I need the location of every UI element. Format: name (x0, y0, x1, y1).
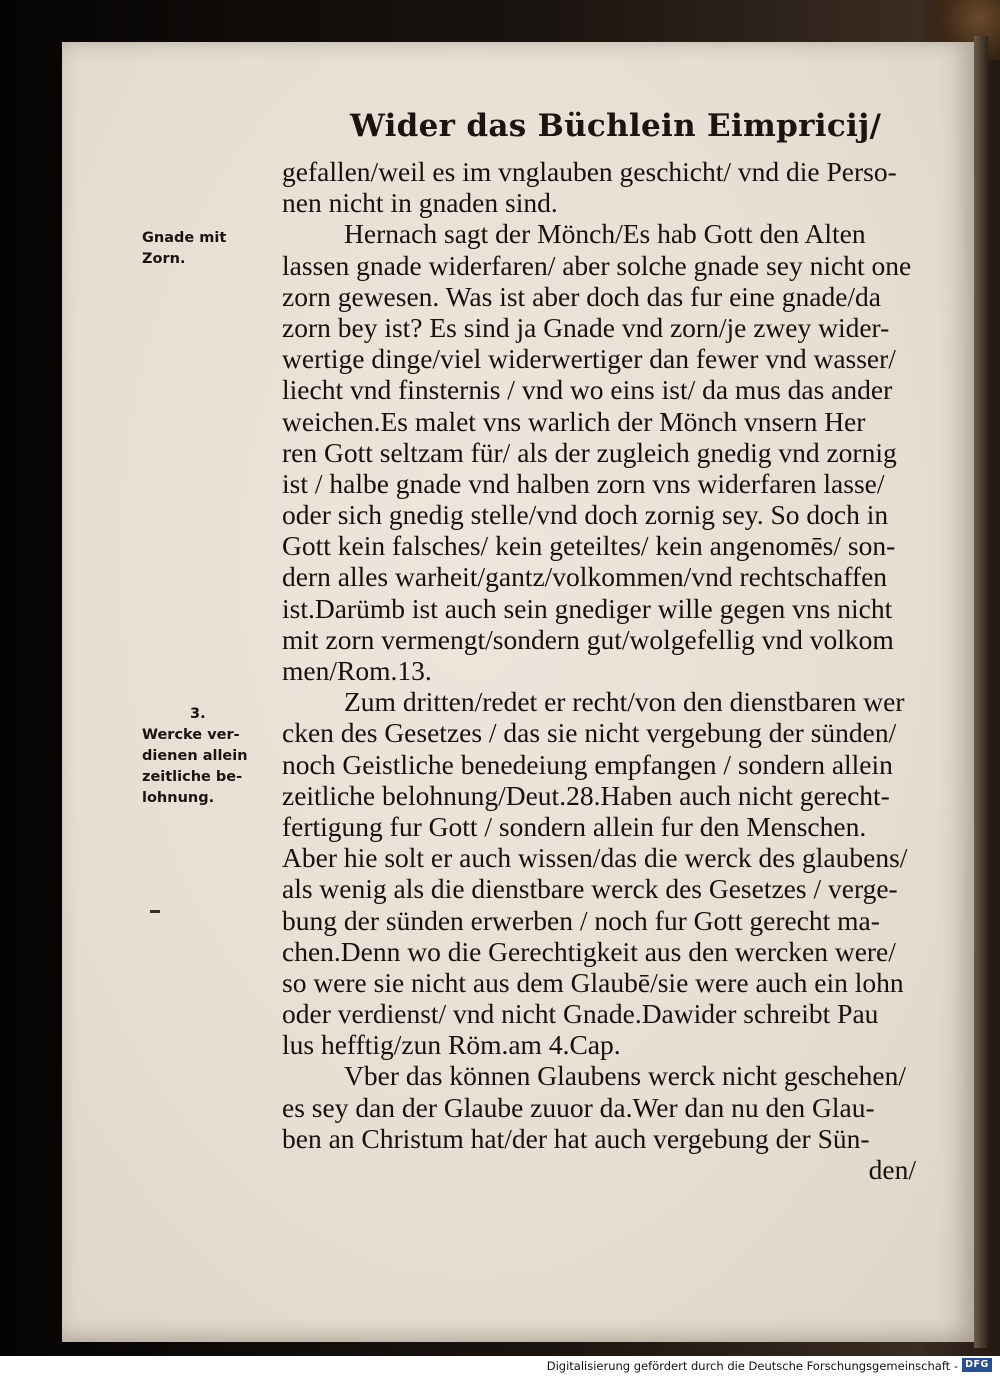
text-line: noch Geistliche benedeiung empfangen / sondern allein (282, 748, 893, 780)
text-line: als wenig als die dienstbare werck des Gesetzes / verge- (282, 873, 898, 905)
margin-note-line: Zorn. (142, 251, 186, 267)
text-line: Zum dritten/redet er recht/von den dienstbaren wer (344, 686, 905, 718)
text-line: dern alles warheit/gantz/volkommen/vnd rechtschaffen (282, 561, 888, 593)
text-line: Vber das können Glaubens werck nicht geschehen/ (344, 1060, 907, 1092)
text-line: zorn gewesen. Was ist aber doch das fur eine gnade/da (282, 280, 881, 312)
margin-note-grace-wrath (142, 228, 226, 270)
text-line: wertige dinge/viel widerwertiger dan fewer vnd wasser/ (282, 343, 896, 375)
text-line: weichen.Es malet vns warlich der Mönch vnsern Her (282, 405, 866, 437)
text-line: ist.Darümb ist auch sein gnediger wille gegen vns nicht (282, 592, 893, 624)
text-line: so were sie nicht aus dem Glaubē/sie were auch ein lohn (282, 966, 904, 998)
text-line: oder verdienst/ vnd nicht Gnade.Dawider schreibt Pau (282, 998, 879, 1030)
margin-dash-mark (150, 910, 160, 913)
text-line: Hernach sagt der Mönch/Es hab Gott den Alten (344, 218, 866, 250)
body-text (282, 156, 930, 1185)
text-line: bung der sünden erwerben / noch fur Gott gerecht ma- (282, 904, 880, 936)
text-line: chen.Denn wo die Gerechtigkeit aus den wercken were/ (282, 935, 896, 967)
margin-note-number: 3. (190, 706, 206, 722)
margin-note-line: dienen allein (142, 748, 248, 764)
text-line: fertigung fur Gott / sondern allein fur den Menschen. (282, 810, 867, 842)
text-line: mit zorn vermengt/sondern gut/wolgefellig vnd volkom (282, 623, 894, 655)
margin-note-line: Gnade mit (142, 230, 227, 246)
text-line: ist / halbe gnade vnd halben zorn vns widerfaren lasse/ (282, 467, 885, 499)
text-line: men/Rom.13. (282, 655, 432, 686)
text-line: nen nicht in gnaden sind. (282, 187, 558, 219)
text-line: lus hefftig/zun Röm.am 4.Cap. (282, 1029, 621, 1061)
running-header: Wider das Büchlein Eimpricij/ (350, 108, 882, 144)
text-line: cken des Gesetzes / das sie nicht vergebung der sünden/ (282, 717, 897, 749)
text-line: ren Gott seltzam für/ als der zugleich gnedig vnd zornig (282, 436, 897, 468)
margin-note-line: Wercke ver- (142, 727, 240, 743)
page-edge (974, 36, 988, 1348)
text-line: es sey dan der Glaube zuuor da.Wer dan nu den Glau- (282, 1091, 875, 1123)
catchword: den/ (868, 1154, 916, 1185)
dfg-logo-icon: DFG (962, 1358, 992, 1372)
text-line: zorn bey ist? Es sind ja Gnade vnd zorn/je zwey wider- (282, 311, 890, 343)
funding-credit: Digitalisierung gefördert durch die Deutsche Forschungsgemeinschaft - (546, 1359, 958, 1373)
text-line: liecht vnd finsternis / vnd wo eins ist/ da mus das ander (282, 374, 893, 406)
margin-note-line: lohnung. (142, 790, 215, 806)
margin-note-works (142, 704, 248, 809)
text-line: Aber hie solt er auch wissen/das die werck des glaubens/ (282, 842, 908, 874)
margin-note-line: zeitliche be- (142, 769, 243, 785)
text-line: Gott kein falsches/ kein geteiltes/ kein angenomēs/ son- (282, 530, 896, 562)
text-line: lassen gnade widerfaren/ aber solche gnade sey nicht one (282, 249, 912, 281)
text-line: zeitliche belohnung/Deut.28.Haben auch nicht gerecht- (282, 779, 890, 811)
text-line: ben an Christum hat/der hat auch vergebung der Sün- (282, 1122, 870, 1154)
text-line: oder sich gnedig stelle/vnd doch zornig sey. So doch in (282, 499, 889, 531)
text-line: gefallen/weil es im vnglauben geschicht/ vnd die Perso- (282, 156, 897, 187)
